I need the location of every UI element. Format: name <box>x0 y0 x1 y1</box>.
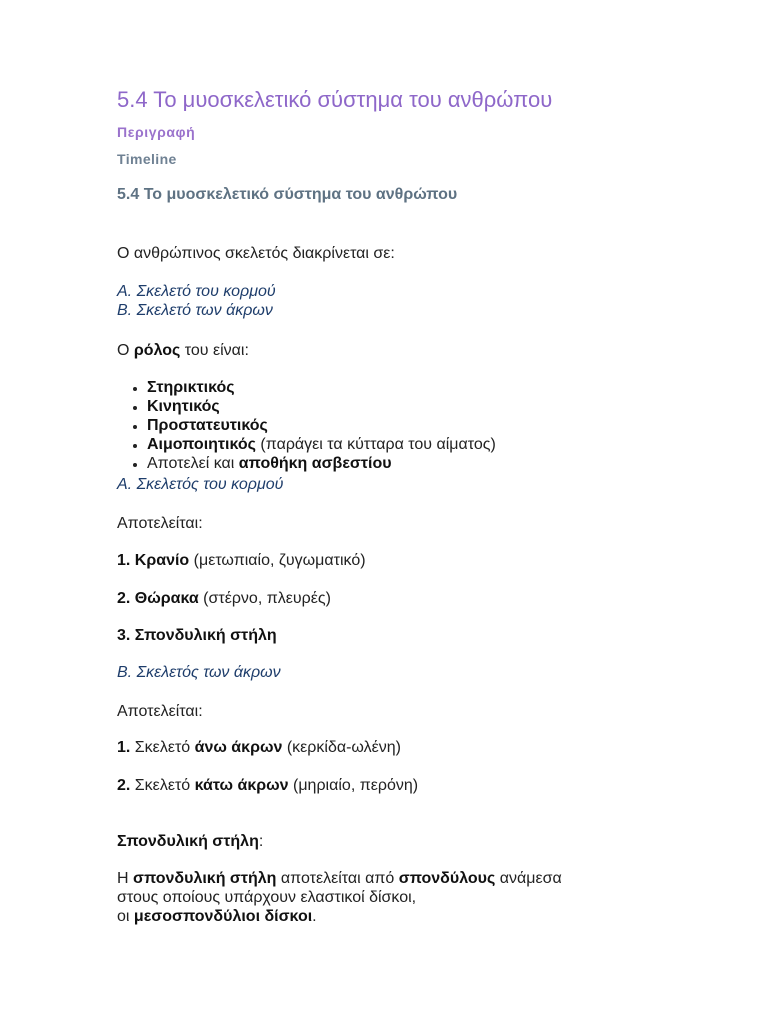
trunk-item: 2. Θώρακα (στέρνο, πλευρές) <box>117 590 331 607</box>
spine-line-2: στους οποίους υπάρχουν ελαστικοί δίσκοι, <box>117 889 417 906</box>
trunk-item: 3. Σπονδυλική στήλη <box>117 627 277 644</box>
spine-line-3: οι μεσοσπονδύλιοι δίσκοι. <box>117 908 317 925</box>
division-a: Α. Σκελετό του κορμού <box>117 283 276 300</box>
list-item: • Κινητικός <box>147 397 496 416</box>
division-b: Β. Σκελετό των άκρων <box>117 302 273 319</box>
roles-list <box>133 378 496 473</box>
trunk-item: 1. Κρανίο (μετωπιαίο, ζυγωματικό) <box>117 552 366 569</box>
limb-item: 2. Σκελετό κάτω άκρων (μηριαίο, περόνη) <box>117 777 419 794</box>
limb-item: 1. Σκελετό άνω άκρων (κερκίδα-ωλένη) <box>117 739 401 756</box>
limbs-heading: Β. Σκελετός των άκρων <box>117 664 281 681</box>
tab-description[interactable]: Περιγραφή <box>117 124 196 140</box>
list-item: • Προστατευτικός <box>147 416 496 435</box>
intro-paragraph: Ο ανθρώπινος σκελετός διακρίνεται σε: <box>117 245 395 262</box>
list-item: • Στηρικτικός <box>147 378 496 397</box>
role-bold: ρόλος <box>133 342 181 359</box>
spine-heading: Σπονδυλική στήλη: <box>117 833 264 850</box>
tab-timeline[interactable]: Timeline <box>117 151 177 167</box>
trunk-heading: Α. Σκελετός του κορμού <box>117 476 284 493</box>
spine-paragraph <box>117 869 562 926</box>
list-item: • Αποτελεί και αποθήκη ασβεστίου <box>147 454 496 473</box>
role-paragraph <box>117 341 249 360</box>
list-item: • Αιμοποιητικός (παράγει τα κύτταρα του αίματος) <box>147 435 496 454</box>
section-heading: 5.4 Το μυοσκελετικό σύστημα του ανθρώπου <box>117 186 458 203</box>
role-suffix: του είναι: <box>180 342 249 359</box>
document-title: 5.4 Το μυοσκελετικό σύστημα του ανθρώπου <box>117 87 553 112</box>
role-prefix: Ο <box>117 342 134 359</box>
consists-label: Αποτελείται: <box>117 703 203 720</box>
spine-line-1: Η σπονδυλική στήλη αποτελείται από σπονδύλους ανάμεσα <box>117 870 562 887</box>
consists-label: Αποτελείται: <box>117 515 203 532</box>
